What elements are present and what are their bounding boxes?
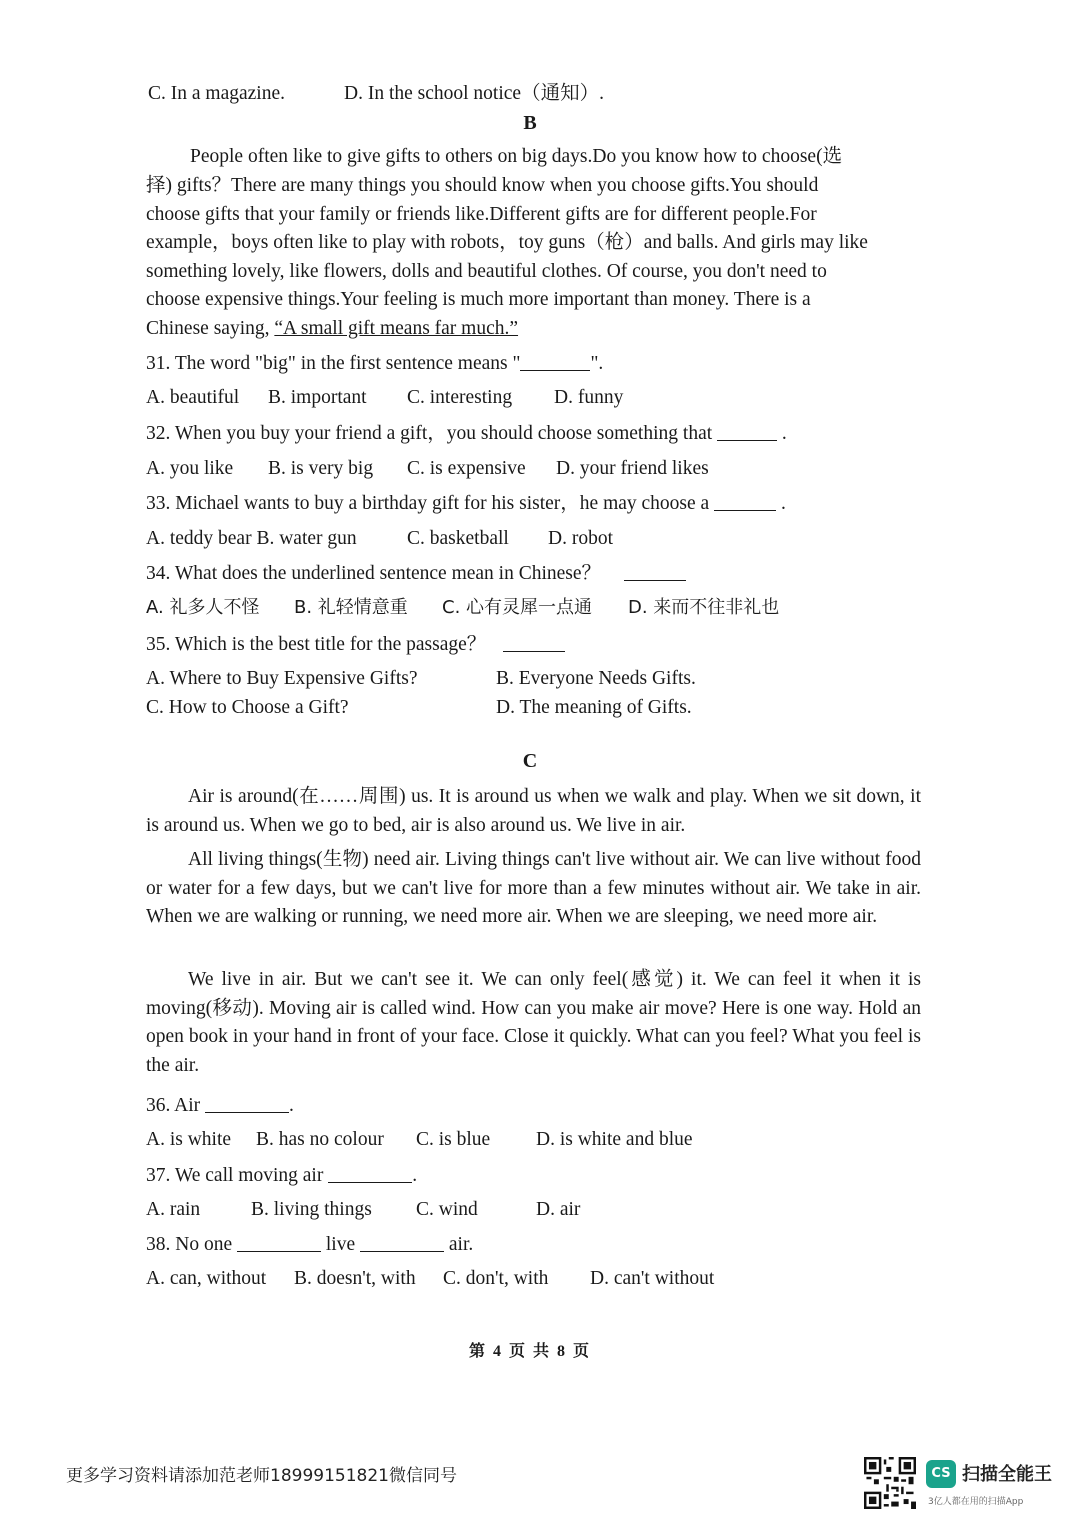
question-stem: 36. Air: [146, 1095, 201, 1116]
option-c[interactable]: C. is expensive: [407, 458, 526, 479]
option-ab[interactable]: A. teddy bear B. water gun: [146, 528, 357, 549]
option-a[interactable]: A. Where to Buy Expensive Gifts?: [146, 668, 418, 689]
question-stem-end: .: [781, 423, 787, 444]
passage-b-line: example，boys often like to play with robots，toy guns（枪）and balls. And girls may like: [146, 232, 868, 253]
question-stem: 35. Which is the best title for the passage？: [146, 634, 487, 655]
question-35: [146, 631, 565, 659]
question-stem: 38. No one: [146, 1234, 233, 1255]
passage-b-line: something lovely, like flowers, dolls and beautiful clothes. Of course, you don't need to: [146, 261, 827, 282]
option-d: D. In the school notice（通知）.: [344, 83, 604, 104]
section-c-heading: C: [522, 750, 538, 772]
option-d[interactable]: D. The meaning of Gifts.: [496, 697, 692, 718]
option-d[interactable]: D. robot: [548, 528, 613, 549]
app-name: 扫描全能王: [962, 1464, 1052, 1485]
question-33: [146, 490, 786, 518]
answer-blank[interactable]: [624, 562, 686, 581]
option-d[interactable]: D. air: [536, 1199, 581, 1220]
answer-blank[interactable]: [328, 1164, 412, 1183]
question-stem: 33. Michael wants to buy a birthday gift for his sister，he may choose a: [146, 493, 710, 514]
passage-c-paragraph: Air is around(在……周围) us. It is around us when we walk and play. When we sit down, it is around us. When we go to bed, air is also around us. We live in air.: [146, 786, 921, 836]
option-d[interactable]: D. funny: [554, 387, 624, 408]
passage-c-paragraph: All living things(生物) need air. Living things can't live without air. We can live without food or water for a few days, but we can't live for more than a few minutes without air. We take in air. When we are walking or running, we need more air. When we are sleeping, we need more air.: [146, 849, 921, 928]
option-d[interactable]: D. your friend likes: [556, 458, 709, 479]
underlined-saying: “A small gift means far much.”: [274, 318, 519, 339]
question-stem: 32. When you buy your friend a gift，you should choose something that: [146, 423, 713, 444]
answer-blank[interactable]: [503, 633, 565, 652]
passage-c-paragraph: We live in air. But we can't see it. We can only feel(感觉) it. We can feel it when it is moving(移动). Moving air is called wind. How can you make air move? Here is one way. Hold an open book in your hand in front of your face. Close it quickly. What can you feel? What you feel is the air.: [146, 969, 921, 1076]
question-37: [146, 1162, 417, 1190]
question-stem: 37. We call moving air: [146, 1165, 324, 1186]
option-b[interactable]: B. living things: [251, 1199, 372, 1220]
section-b-heading: B: [523, 112, 537, 134]
option-d[interactable]: D. is white and blue: [536, 1129, 693, 1150]
answer-blank[interactable]: [360, 1233, 444, 1252]
question-stem-end: .: [289, 1095, 294, 1116]
answer-blank[interactable]: [717, 422, 777, 441]
option-a[interactable]: A. you like: [146, 458, 234, 479]
page-number: 第 4 页 共 8 页: [468, 1343, 591, 1360]
option-c[interactable]: C. 心有灵犀一点通: [442, 597, 593, 618]
option-c[interactable]: C. interesting: [407, 387, 513, 408]
option-b[interactable]: B. doesn't, with: [294, 1268, 416, 1289]
option-b[interactable]: B. has no colour: [256, 1129, 384, 1150]
option-c[interactable]: C. wind: [416, 1199, 478, 1220]
option-a[interactable]: A. is white: [146, 1129, 232, 1150]
option-b[interactable]: B. is very big: [268, 458, 374, 479]
camscanner-logo-icon: CS: [926, 1460, 956, 1488]
passage-b-line: People often like to give gifts to others on big days.Do you know how to choose(选: [190, 146, 843, 167]
answer-blank[interactable]: [237, 1233, 321, 1252]
question-stem-end: ".: [590, 353, 604, 374]
question-stem-end: air.: [448, 1234, 474, 1255]
question-stem-end: .: [780, 493, 786, 514]
question-31: [146, 350, 603, 378]
passage-b-last-line: [146, 315, 518, 343]
option-a[interactable]: A. beautiful: [146, 387, 240, 408]
option-d[interactable]: D. can't without: [590, 1268, 715, 1289]
option-c[interactable]: C. basketball: [407, 528, 509, 549]
question-stem: 34. What does the underlined sentence mean in Chinese？: [146, 563, 602, 584]
option-a[interactable]: A. 礼多人不怪: [146, 597, 260, 618]
option-b[interactable]: B. important: [268, 387, 367, 408]
option-b[interactable]: B. Everyone Needs Gifts.: [496, 668, 696, 689]
option-c[interactable]: C. is blue: [416, 1129, 491, 1150]
option-c[interactable]: C. How to Choose a Gift?: [146, 697, 349, 718]
answer-blank[interactable]: [205, 1094, 289, 1113]
question-34: [146, 560, 686, 588]
qr-code-icon: [864, 1457, 916, 1509]
option-b[interactable]: B. 礼轻情意重: [294, 597, 408, 618]
option-c: C. In a magazine.: [148, 83, 285, 104]
answer-blank[interactable]: [520, 352, 590, 371]
option-c[interactable]: C. don't, with: [443, 1268, 549, 1289]
promo-text: 更多学习资料请添加范老师18999151821微信同号: [66, 1466, 457, 1486]
option-d[interactable]: D. 来而不往非礼也: [628, 597, 780, 618]
passage-b-line: 择) gifts？There are many things you should know when you choose gifts.You should: [146, 175, 819, 196]
question-32: [146, 420, 787, 448]
passage-b-line: choose expensive things.Your feeling is much more important than money. There is a: [146, 289, 811, 310]
question-36: [146, 1092, 294, 1120]
question-stem: 31. The word "big" in the first sentence means ": [146, 353, 521, 374]
option-a[interactable]: A. can, without: [146, 1268, 267, 1289]
question-stem-end: .: [412, 1165, 418, 1186]
answer-blank[interactable]: [714, 492, 776, 511]
option-a[interactable]: A. rain: [146, 1199, 201, 1220]
passage-b-line: choose gifts that your family or friends like.Different gifts are for different people.For: [146, 204, 817, 225]
question-stem-mid: live: [325, 1234, 356, 1255]
app-tagline: 3亿人都在用的扫描App: [928, 1497, 1024, 1507]
saying-prefix: Chinese saying,: [146, 318, 275, 339]
question-38: [146, 1231, 473, 1259]
